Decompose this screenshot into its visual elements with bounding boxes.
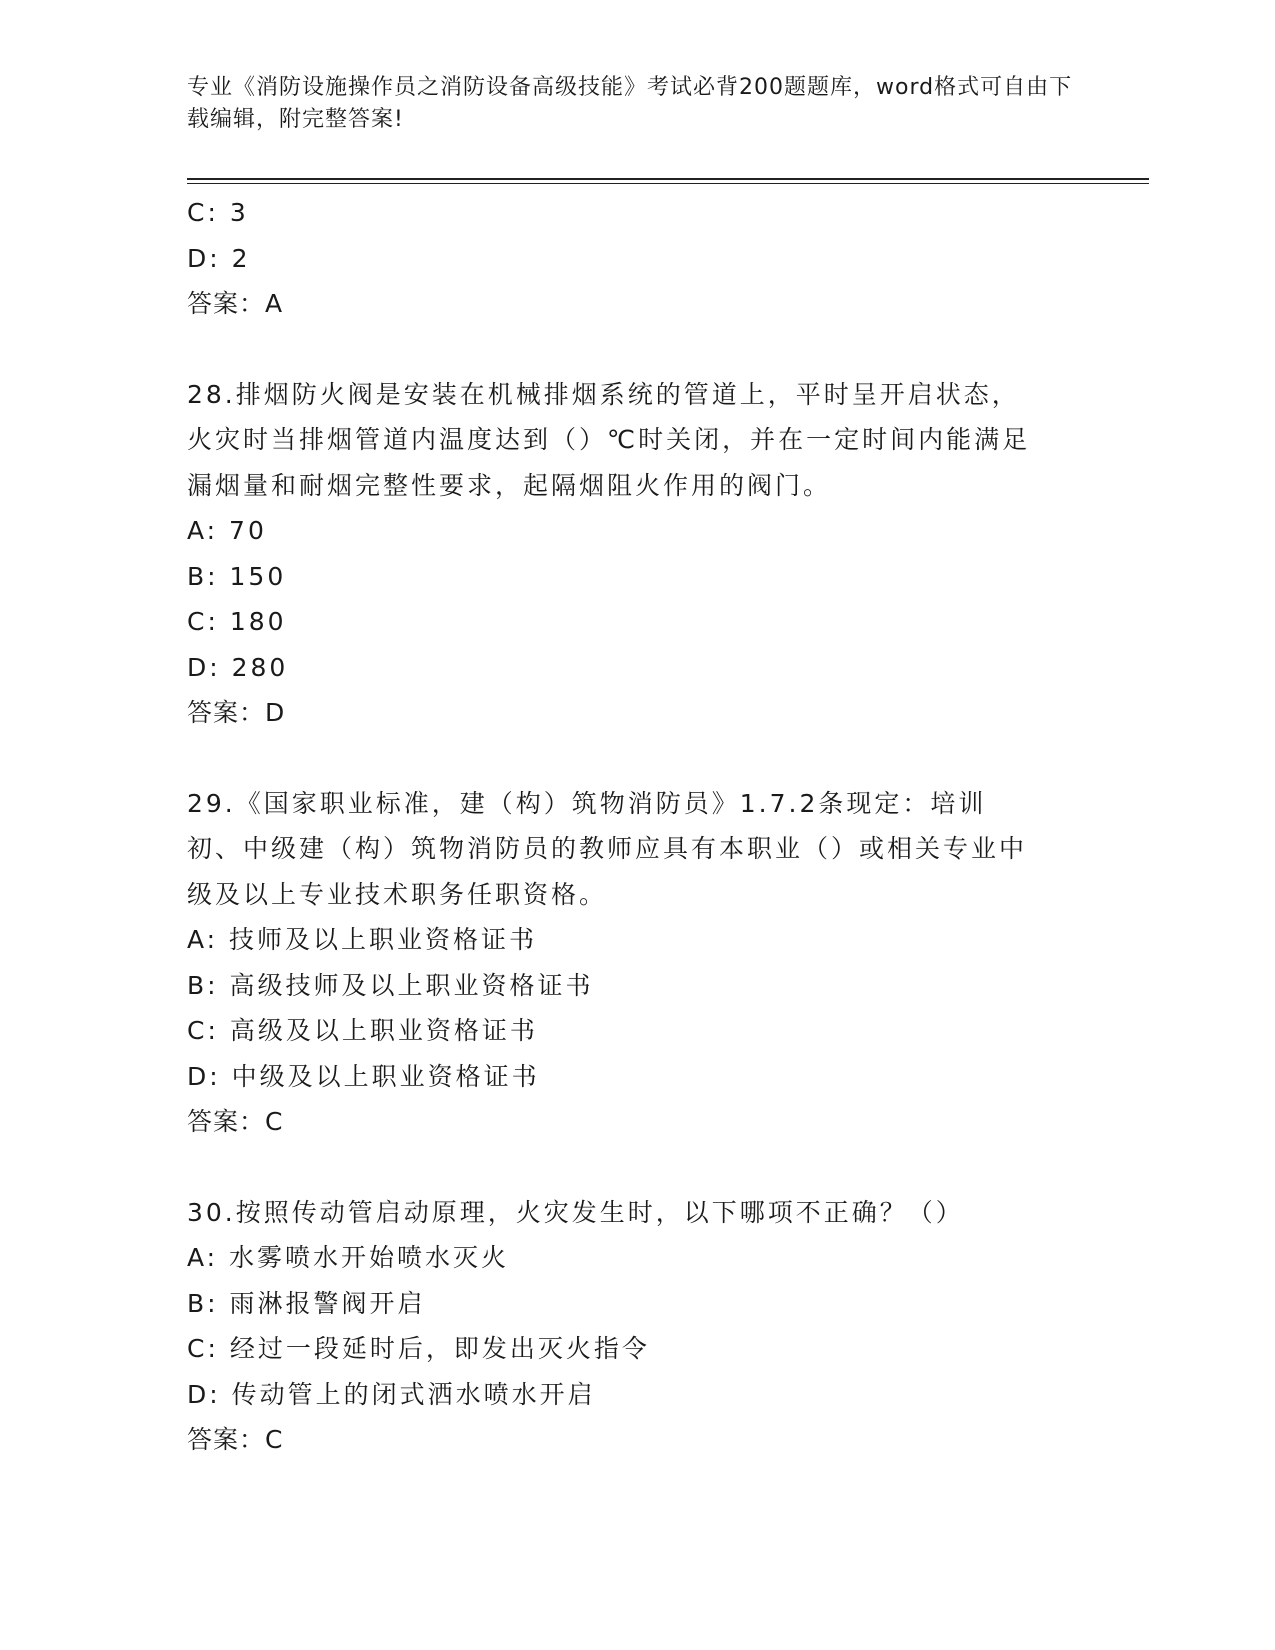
option-a: A: 70	[187, 516, 267, 545]
spacer	[187, 1145, 1087, 1190]
option-c: C: 180	[187, 607, 287, 636]
question-stem: 30.按照传动管启动原理，火灾发生时，以下哪项不正确？（）	[187, 1197, 964, 1227]
question-content	[187, 190, 1087, 1463]
option-b: B: 雨淋报警阀开启	[187, 1288, 426, 1318]
document-header	[187, 72, 1087, 136]
answer-line: 答案：A	[187, 289, 284, 318]
option-d: D: 中级及以上职业资格证书	[187, 1061, 540, 1091]
option-c: C: 经过一段延时后，即发出灭火指令	[187, 1334, 650, 1363]
option-a: A: 技师及以上职业资格证书	[187, 925, 538, 954]
option-d: D: 2	[187, 243, 251, 273]
option-c: C: 3	[187, 198, 249, 227]
answer-line: 答案：C	[187, 1107, 284, 1136]
header-rule-thin	[187, 183, 1149, 184]
question-28	[187, 372, 1087, 736]
option-a: A: 水雾喷水开始喷水灭火	[187, 1243, 510, 1272]
spacer	[187, 327, 1087, 372]
question-30	[187, 1190, 1087, 1463]
header-title: 专业《消防设施操作员之消防设备高级技能》考试必背200题题库，word格式可自由下载编辑，附完整答案!	[187, 75, 1073, 132]
spacer	[187, 736, 1087, 781]
option-b: B: 高级技师及以上职业资格证书	[187, 970, 594, 1000]
option-d: D: 传动管上的闭式洒水喷水开启	[187, 1379, 596, 1409]
partial-question	[187, 190, 1087, 327]
answer-line: 答案：D	[187, 698, 286, 727]
header-rule-thick	[187, 178, 1149, 180]
answer-line: 答案：C	[187, 1425, 284, 1454]
question-stem: 28.排烟防火阀是安装在机械排烟系统的管道上，平时呈开启状态，火灾时当排烟管道内温度达到（）℃时关闭，并在一定时间内能满足漏烟量和耐烟完整性要求，起隔烟阻火作用的阀门。	[187, 379, 1031, 500]
question-29	[187, 781, 1087, 1145]
question-stem: 29.《国家职业标准，建（构）筑物消防员》1.7.2条现定：培训初、中级建（构）筑物消防员的教师应具有本职业（）或相关专业中级及以上专业技术职务任职资格。	[187, 788, 1028, 909]
option-b: B: 150	[187, 561, 287, 591]
option-d: D: 280	[187, 652, 289, 682]
option-c: C: 高级及以上职业资格证书	[187, 1016, 538, 1045]
